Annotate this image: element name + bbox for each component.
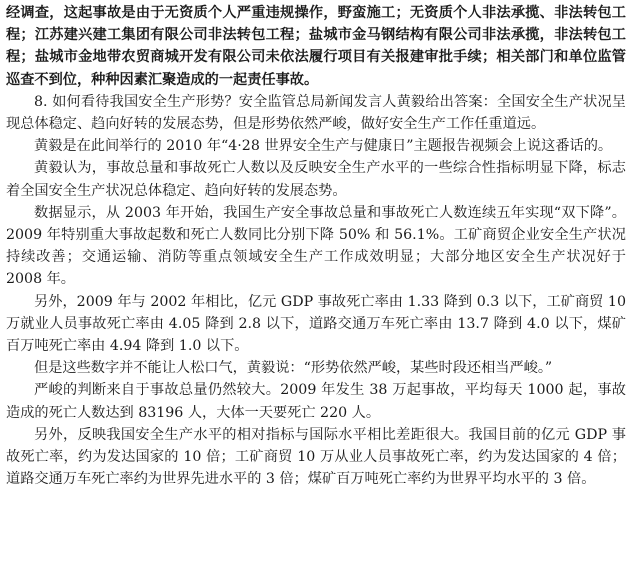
paragraph-overall-stable: 黄毅认为，事故总量和事故死亡人数以及反映安全生产水平的一些综合性指标明显下降，标志着全国安全生产状况总体稳定、趋向好转的发展态势。 bbox=[6, 160, 626, 199]
paragraph-international-gap: 另外，反映我国安全生产水平的相对指标与国际水平相比差距很大。我国目前的亿元 GDP 事故死亡率，约为发达国家的 10 倍；工矿商贸 10 万从业人员事故死亡率，约为发达国家的 4 倍；道路交通万车死亡率约为世界先进水平的 3 倍；煤矿百万吨死亡率约为世界平均水平的 3 倍。 bbox=[6, 426, 626, 488]
paragraph-video-conference: 黄毅是在此间举行的 2010 年“4·28 世界安全生产与健康日”主题报告视频会上说这番话的。 bbox=[34, 138, 613, 155]
paragraph-data-shows: 数据显示，从 2003 年开始，我国生产安全事故总量和事故死亡人数连续五年实现“双下降”。2009 年特别重大事故起数和死亡人数同比分别下降 50% 和 56.1%。工矿商贸企业安全生产状况持续改善；交通运输、消防等重点领域安全生产工作成效明显；大部分地区安全生产状况好于 2008 年。 bbox=[6, 204, 626, 288]
paragraph-accident-total: 严峻的判断来自于事故总量仍然较大。2009 年发生 38 万起事故，平均每天 1000 起，事故造成的死亡人数达到 83196 人，大体一天要死亡 220 人。 bbox=[6, 382, 626, 421]
paragraph-still-severe: 但是这些数字并不能让人松口气，黄毅说：“形势依然严峻，某些时段还相当严峻。” bbox=[34, 360, 553, 377]
paragraph-rate-comparison: 另外，2009 年与 2002 年相比，亿元 GDP 事故死亡率由 1.33 降到 0.3 以下，工矿商贸 10 万就业人员事故死亡率由 4.05 降到 2.8 以下，道路交通万车死亡率由 13.7 降到 4.0 以下，煤矿百万吨死亡率由 4.94 降到 1.0 以下。 bbox=[6, 293, 626, 355]
paragraph-safety-situation-question: 8. 如何看待我国安全生产形势？安全监管总局新闻发言人黄毅给出答案：全国安全生产状况呈现总体稳定、趋向好转的发展态势，但是形势依然严峻，做好安全生产工作任重道远。 bbox=[6, 93, 626, 133]
document-page bbox=[6, 2, 626, 490]
paragraph-accident-investigation: 经调查，这起事故是由于无资质个人严重违规操作，野蛮施工；无资质个人非法承揽、非法转包工程；江苏建兴建工集团有限公司非法转包工程；盐城市金马钢结构有限公司非法承揽，非法转包工程；盐城市金地带农贸商城开发有限公司未依法履行项目有关报建审批手续；相关部门和单位监管巡查不到位，种种因素汇聚造成的一起责任事故。 bbox=[6, 5, 626, 88]
